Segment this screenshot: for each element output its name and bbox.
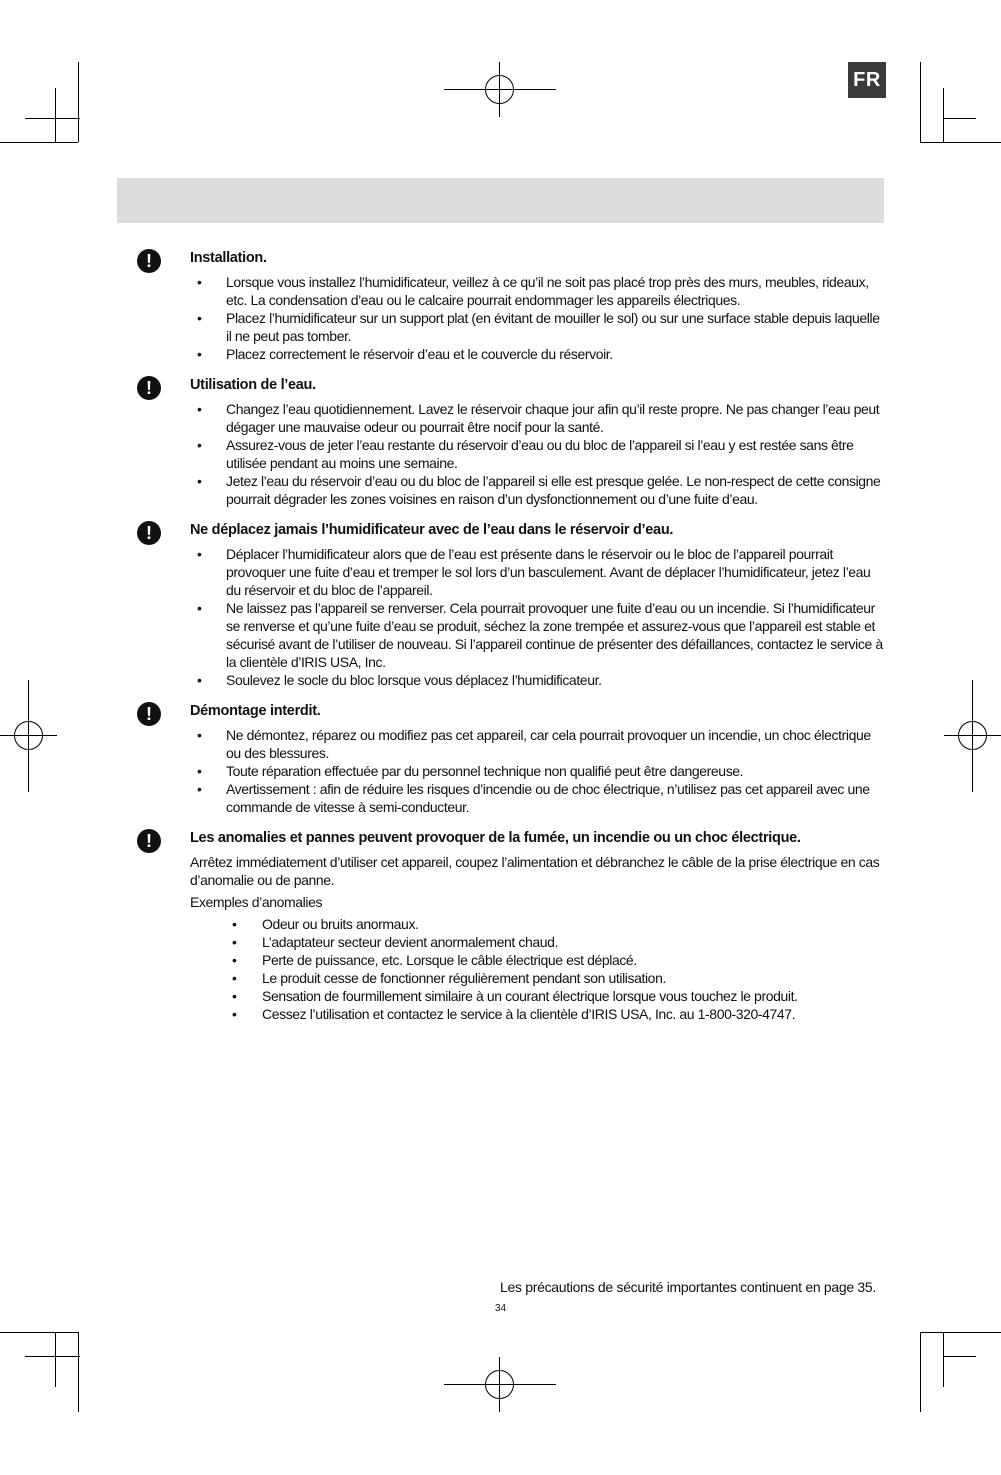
- section-title: Les anomalies et pannes peuvent provoquer de la fumée, un incendie ou un choc électrique.: [190, 830, 801, 846]
- examples-label: Exemples d’anomalies: [190, 894, 323, 910]
- list-item: • Ne laissez pas l’appareil se renverser. Cela pourrait provoquer une fuite d’eau ou un incendie. Si l’humidificateur se renverse et qu’une fuite d’eau se produit, séchez la zone trempée et assurez-vous que l’appareil est stable et sécurisé avant de l’utiliser de nouveau. Si l’appareil continue de présenter des défaillances, contactez le service à la clientèle d’IRIS USA, Inc.: [190, 599, 885, 671]
- warning-icon: !: [137, 829, 161, 853]
- list-item: • Avertissement : afin de réduire les risques d’incendie ou de choc électrique, n’utilisez pas cet appareil avec une commande de vitesse à semi-conducteur.: [190, 780, 885, 816]
- list-item: • Lorsque vous installez l’humidificateur, veillez à ce qu’il ne soit pas placé trop près des murs, meubles, rideaux, etc. La condensation d’eau ou le calcaire pourrait endommager les appareils électriques.: [190, 273, 885, 309]
- warning-icon: !: [137, 521, 161, 545]
- section-water-use: [146, 375, 885, 508]
- anomalies-intro: Arrêtez immédiatement d’utiliser cet appareil, coupez l’alimentation et débranchez le câble de la prise électrique en cas d’anomalie ou de panne.: [190, 854, 880, 888]
- header-band: [117, 178, 884, 223]
- list-item: • Odeur ou bruits anormaux.: [190, 915, 885, 933]
- list-item: • Cessez l’utilisation et contactez le service à la clientèle d’IRIS USA, Inc. au 1-800-320-4747.: [190, 1005, 885, 1023]
- section-moving: [146, 520, 885, 689]
- language-badge: FR: [848, 62, 886, 98]
- list-item: • Le produit cesse de fonctionner régulièrement pendant son utilisation.: [190, 969, 885, 987]
- list-item: • Placez correctement le réservoir d’eau et le couvercle du réservoir.: [190, 345, 885, 363]
- warning-icon: !: [137, 376, 161, 400]
- list-item: • Ne démontez, réparez ou modifiez pas cet appareil, car cela pourrait provoquer un incendie, un choc électrique ou des blessures.: [190, 726, 885, 762]
- list-item: • Changez l’eau quotidiennement. Lavez le réservoir chaque jour afin qu’il reste propre. Ne pas changer l’eau peut dégager une mauvaise odeur ou pourrait être nocif pour la santé.: [190, 400, 885, 436]
- list-item: • Sensation de fourmillement similaire à un courant électrique lorsque vous touchez le produit.: [190, 987, 885, 1005]
- page-number: 34: [495, 1303, 507, 1314]
- continuation-note: Les précautions de sécurité importantes continuent en page 35.: [500, 1279, 876, 1295]
- section-title: Ne déplacez jamais l’humidificateur avec de l’eau dans le réservoir d’eau.: [190, 522, 674, 538]
- safety-precautions: [0, 248, 1001, 1023]
- section-title: Installation.: [190, 250, 267, 266]
- section-installation: [146, 248, 885, 363]
- warning-icon: !: [137, 249, 161, 273]
- list-item: • Soulevez le socle du bloc lorsque vous déplacez l’humidificateur.: [190, 671, 885, 689]
- list-item: • Toute réparation effectuée par du personnel technique non qualifié peut être dangereuse.: [190, 762, 885, 780]
- list-item: • Perte de puissance, etc. Lorsque le câble électrique est déplacé.: [190, 951, 885, 969]
- section-disassembly: [146, 701, 885, 816]
- section-title: Démontage interdit.: [190, 703, 321, 719]
- section-title: Utilisation de l’eau.: [190, 377, 316, 393]
- list-item: • Jetez l’eau du réservoir d’eau ou du bloc de l’appareil si elle est presque gelée. Le non-respect de cette consigne pourrait dégrader les zones voisines en raison d’un dysfonctionnement ou d’une fuite d’eau.: [190, 472, 885, 508]
- list-item: • Placez l’humidificateur sur un support plat (en évitant de mouiller le sol) ou sur une surface stable depuis laquelle il ne peut pas tomber.: [190, 309, 885, 345]
- list-item: • Assurez-vous de jeter l’eau restante du réservoir d’eau ou du bloc de l’appareil si l’eau y est restée sans être utilisée pendant au moins une semaine.: [190, 436, 885, 472]
- warning-icon: !: [137, 702, 161, 726]
- list-item: • Déplacer l’humidificateur alors que de l’eau est présente dans le réservoir ou le bloc de l’appareil pourrait provoquer une fuite d’eau et tremper le sol lors d’un basculement. Avant de déplacer l’humidificateur, jetez l’eau du réservoir et du bloc de l’appareil.: [190, 545, 885, 599]
- section-anomalies: [146, 828, 885, 1023]
- list-item: • L’adaptateur secteur devient anormalement chaud.: [190, 933, 885, 951]
